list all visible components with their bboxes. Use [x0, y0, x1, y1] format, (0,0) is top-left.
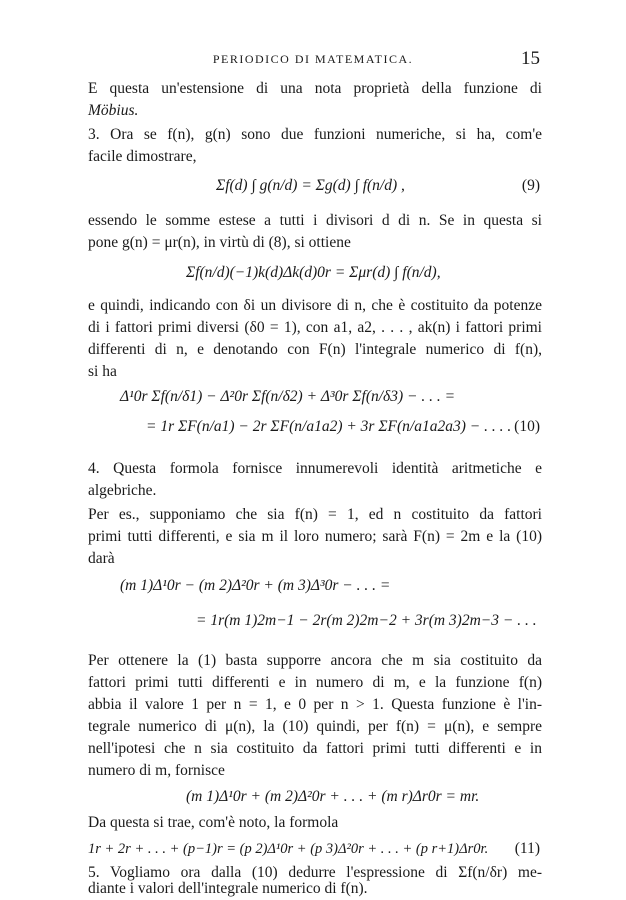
equation-number: (11) [514, 840, 540, 857]
text-line: Per ottenere la (1) basta supporre ancora che m sia costituito da [88, 652, 542, 669]
equation-9: Σf(d) ∫ g(n/d) = Σg(d) ∫ f(n/d) , [216, 177, 405, 194]
running-title: PERIODICO DI MATEMATICA. [212, 52, 414, 66]
equation-sum: (m 1)Δ¹0r + (m 2)Δ²0r + . . . + (m r)Δr0r = mr. [186, 788, 480, 805]
text-line: facile dimostrare, [88, 148, 197, 165]
text-line: nell'ipotesi che n sia costituito da fattori primi tutti differenti e in [88, 740, 542, 757]
text-line: Da questa si trae, com'è noto, la formola [88, 814, 339, 831]
text-line: abbia il valore 1 per n = 1, e 0 per n > 1. Questa funzione è l'in- [88, 696, 542, 713]
text-line: essendo le somme estese a tutti i divisori d di n. Se in questa si [88, 212, 542, 229]
text-line: diante i valori dell'integrale numerico di f(n). [88, 880, 368, 897]
equation-number: (9) [521, 177, 540, 194]
page-number: 15 [521, 48, 540, 69]
text-line: Per es., supponiamo che sia f(n) = 1, ed n costituito da fattori [88, 506, 542, 523]
equation-11: 1r + 2r + . . . + (p−1)r = (p 2)Δ¹0r + (p 3)Δ²0r + . . . + (p r+1)Δr0r. [88, 841, 489, 857]
text-line: 3. Ora se f(n), g(n) sono due funzioni numeriche, si ha, com'e [88, 126, 542, 143]
equation: Σf(n/d)(−1)k(d)Δk(d)0r = Σμr(d) ∫ f(n/d), [186, 264, 441, 281]
equation-10-line-1: Δ¹0r Σf(n/δ1) − Δ²0r Σf(n/δ2) + Δ³0r Σf(n/δ3) − . . . = [120, 388, 456, 405]
text-line: tegrale numerico di μ(n), la (10) quindi, per f(n) = μ(n), e sempre [88, 718, 542, 735]
text-line: pone g(n) = μr(n), in virtù di (8), si ottiene [88, 234, 351, 251]
text-line: 5. Vogliamo ora dalla (10) dedurre l'espressione di Σf(n/δr) me- [88, 864, 542, 881]
text-line: E questa un'estensione di una nota proprietà della funzione di [88, 80, 542, 97]
equation-binomial-line-1: (m 1)Δ¹0r − (m 2)Δ²0r + (m 3)Δ³0r − . . . = [120, 577, 391, 594]
equation-number: (10) [514, 418, 540, 435]
text-line: numero di m, fornisce [88, 762, 225, 779]
text-line: Möbius. [88, 102, 139, 119]
text-line: di i fattori primi diversi (δ0 = 1), con a1, a2, . . . , ak(n) i fattori primi [88, 319, 542, 336]
text-line: differenti di n, e denotando con F(n) l'integrale numerico di f(n), [88, 341, 542, 358]
text-line: 4. Questa formola fornisce innumerevoli identità aritmetiche e [88, 460, 542, 477]
text-line: darà [88, 550, 115, 567]
text-line: e quindi, indicando con δi un divisore di n, che è costituito da potenze [88, 297, 542, 314]
text-line: fattori primi tutti differenti e in numero di m, e la funzione f(n) [88, 674, 542, 691]
text-line: si ha [88, 363, 117, 380]
equation-10-line-2: = 1r ΣF(n/a1) − 2r ΣF(n/a1a2) + 3r ΣF(n/a1a2a3) − . . . . [146, 418, 512, 435]
equation-binomial-line-2: = 1r(m 1)2m−1 − 2r(m 2)2m−2 + 3r(m 3)2m−3 − . . . [196, 612, 537, 629]
text-line: algebriche. [88, 482, 157, 499]
text-line: primi tutti differenti, e sia m il loro numero; sarà F(n) = 2m e la (10) [88, 528, 542, 545]
page-header [0, 48, 626, 78]
